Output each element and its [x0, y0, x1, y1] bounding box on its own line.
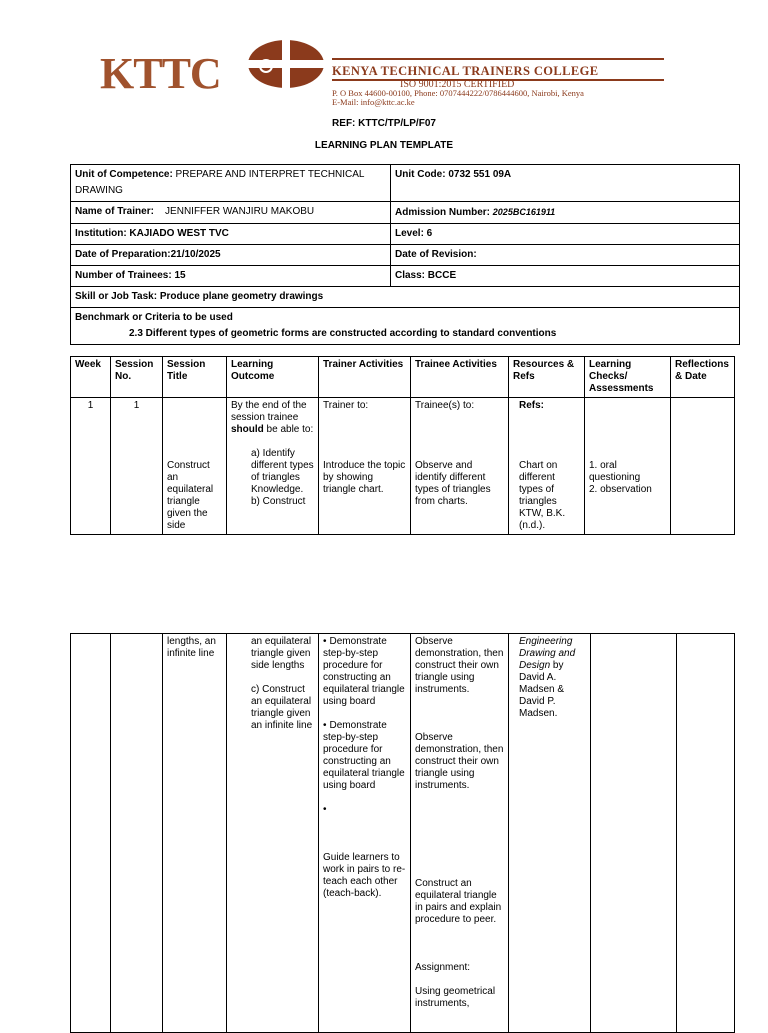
- unit-of-competence: Unit of Competence: PREPARE AND INTERPRET TECHNICAL DRAWING: [71, 165, 391, 202]
- number-of-trainees: Number of Trainees: 15: [71, 266, 391, 287]
- session-title-cell: [163, 398, 227, 535]
- table-header-row: [71, 357, 735, 398]
- outcome-intro: By the end of the session trainee should be able to:: [231, 400, 314, 435]
- class: Class: BCCE: [391, 266, 740, 287]
- outcome-b-continued: an equilateral triangle given side lengths: [251, 636, 312, 671]
- header-trainer-activities: Trainer Activities: [319, 357, 411, 398]
- session-title-continued: lengths, an infinite line: [167, 636, 216, 659]
- learning-outcome-cell: [227, 634, 319, 1033]
- skill-job-task: Skill or Job Task: Produce plane geometry drawings: [71, 287, 740, 308]
- trainer-name: Name of Trainer: JENNIFFER WANJIRU MAKOBU: [71, 202, 391, 224]
- learning-checks-cell: [585, 398, 671, 535]
- outcome-b-start: b) Construct: [251, 496, 306, 507]
- learning-outcome-cell: [227, 398, 319, 535]
- check-observation: 2. observation: [589, 484, 652, 495]
- trainer-demo-1: • Demonstrate step-by-step procedure for constructing an equilateral triangle using board: [323, 636, 406, 708]
- college-email: E-Mail: info@kttc.ac.ke: [332, 97, 415, 107]
- unit-code: Unit Code: 0732 551 09A: [391, 165, 740, 202]
- level: Level: 6: [391, 224, 740, 245]
- trainer-guide: Guide learners to work in pairs to re-teach each other (teach-back).: [323, 852, 406, 899]
- letterhead: [100, 36, 670, 108]
- trainee-activities-cell: [411, 398, 509, 535]
- header-learning-checks: Learning Checks/ Assessments: [585, 357, 671, 398]
- learning-checks-cell: [591, 634, 677, 1033]
- resources-cell: [509, 634, 591, 1033]
- header-rule-top: [332, 58, 664, 60]
- plan-info-table: [70, 164, 740, 345]
- outcome-c: c) Construct an equilateral triangle given an infinite line: [251, 684, 313, 731]
- criteria-text: 2.3 Different types of geometric forms are constructed according to standard conventions: [129, 328, 557, 339]
- trainee-activity: Observe and identify different types of triangles from charts.: [415, 460, 491, 507]
- college-address: P. O Box 44600-00100, Phone: 0707444222/0786444600, Nairobi, Kenya: [332, 88, 584, 98]
- header-resources: Resources & Refs: [509, 357, 585, 398]
- benchmark-criteria: Benchmark or Criteria to be used 2.3 Different types of geometric forms are constructed according to standard conventions: [71, 308, 740, 345]
- admission-number: Admission Number: 2025BC161911: [391, 202, 740, 224]
- table-row: [71, 398, 735, 535]
- resources-cell: [509, 398, 585, 535]
- trainer-activities-cell: [319, 398, 411, 535]
- trainee-intro: Trainee(s) to:: [415, 400, 475, 411]
- check-oral: 1. oral questioning: [589, 460, 641, 483]
- resource-chart: Chart on different types of triangles KTW, B.K. (n.d.).: [519, 460, 566, 531]
- trainee-activities-cell: [411, 634, 509, 1033]
- refs-label: Refs:: [519, 400, 545, 411]
- trainer-demo-2: • Demonstrate step-by-step procedure for constructing an equilateral triangle using board: [323, 720, 406, 792]
- header-week: Week: [71, 357, 111, 398]
- session-title-cell: [163, 634, 227, 1033]
- outcome-a: a) Identify different types of triangles Knowledge.: [251, 448, 314, 495]
- reference-code: REF: KTTC/TP/LP/F07: [332, 118, 436, 129]
- date-of-preparation: Date of Preparation:21/10/2025: [71, 245, 391, 266]
- reflections-cell: [671, 398, 735, 535]
- college-logo-text: KTTC: [100, 49, 221, 98]
- trainee-pair-work: Construct an equilateral triangle in pairs and explain procedure to peer.: [415, 878, 502, 925]
- session-no-cell: 1: [111, 398, 163, 535]
- college-name: KENYA TECHNICAL TRAINERS COLLEGE: [332, 64, 599, 78]
- session-table-continued: [70, 633, 735, 1033]
- session-no-cell: [111, 634, 163, 1033]
- trainee-observe-1: Observe demonstration, then construct their own triangle using instruments.: [415, 636, 504, 695]
- header-session-title: Session Title: [163, 357, 227, 398]
- header-trainee-activities: Trainee Activities: [411, 357, 509, 398]
- table-row: [71, 634, 735, 1033]
- session-table: [70, 356, 735, 535]
- assignment-text: Using geometrical instruments,: [415, 986, 496, 1009]
- reflections-cell: [677, 634, 735, 1033]
- header-session-no: Session No.: [111, 357, 163, 398]
- week-cell: 1: [71, 398, 111, 535]
- date-of-revision: Date of Revision:: [391, 245, 740, 266]
- week-cell: [71, 634, 111, 1033]
- trainee-observe-2: Observe demonstration, then construct their own triangle using instruments.: [415, 732, 504, 791]
- institution: Institution: KAJIADO WEST TVC: [71, 224, 391, 245]
- trainer-activity: Introduce the topic by showing triangle chart.: [323, 460, 406, 495]
- reference-book: Engineering Drawing and Design by David A. Madsen & David P. Madsen.: [519, 636, 576, 719]
- iso-certification: ISO 9001:2015 CERTIFIED: [400, 79, 515, 90]
- document-title: LEARNING PLAN TEMPLATE: [314, 140, 454, 151]
- trainer-activities-cell: [319, 634, 411, 1033]
- header-reflections: Reflections & Date: [671, 357, 735, 398]
- assignment-label: Assignment:: [415, 962, 471, 973]
- college-logo-icon: [246, 38, 326, 90]
- header-learning-outcome: Learning Outcome: [227, 357, 319, 398]
- session-title: Construct an equilateral triangle given the side: [167, 460, 214, 531]
- empty-bullet: [323, 804, 406, 816]
- trainer-intro: Trainer to:: [323, 400, 369, 411]
